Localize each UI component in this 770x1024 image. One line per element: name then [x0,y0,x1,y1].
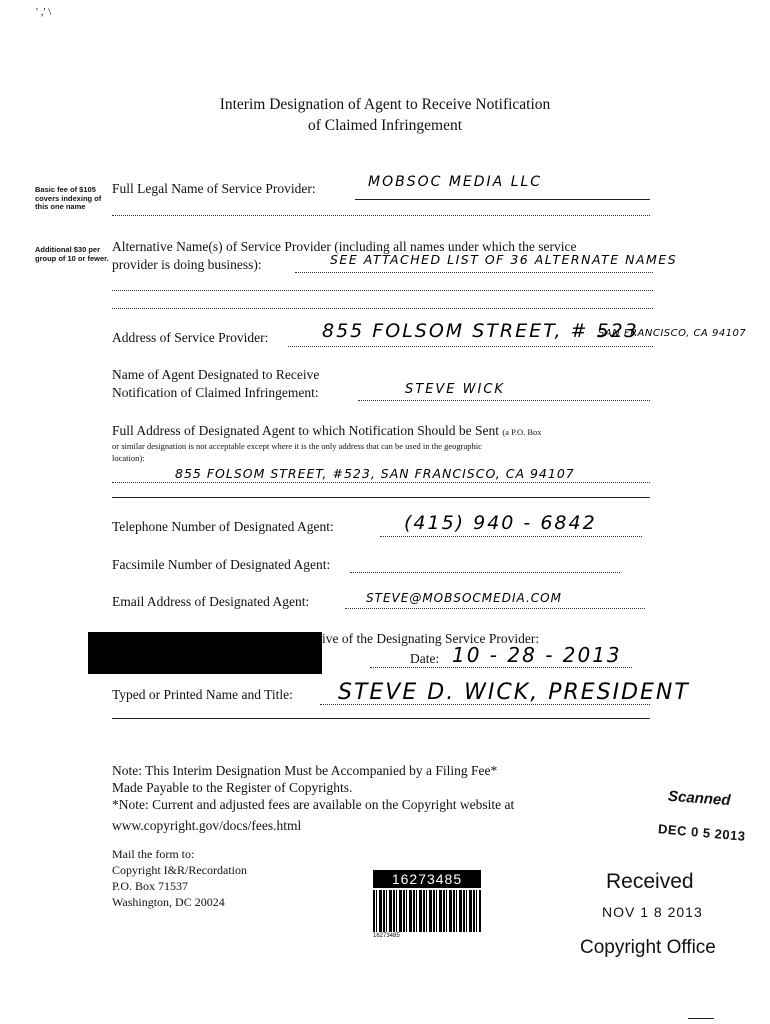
facsimile-label: Facsimile Number of Designated Agent: [112,557,331,572]
email-value: STEVE@MOBSOCMEDIA.COM [366,591,562,605]
agent-name-label-2: Notification of Claimed Infringement: [112,385,319,400]
legal-name-value: MOBSOC MEDIA LLC [368,174,543,190]
typed-name-line [320,704,650,705]
scanned-stamp: Scanned [667,787,732,810]
alt-names-label-1: Alternative Name(s) of Service Provider (including all names under which the service [112,239,577,254]
email-line [345,608,645,609]
alt-names-value: SEE ATTACHED LIST OF 36 ALTERNATE NAMES [330,252,678,267]
redacted-signature [88,632,322,674]
alt-names-line-3 [112,308,653,309]
address-label: Address of Service Provider: [112,330,269,345]
copyright-office-stamp: Copyright Office [580,937,716,958]
agent-address-line-2 [112,497,650,498]
alt-names-line-1 [295,272,653,273]
bottom-mark [688,1018,714,1019]
agent-name-line [358,400,650,401]
address-value: 855 FOLSOM STREET, # 523 [322,320,639,342]
mail-line-4: Washington, DC 20024 [112,895,225,909]
legal-name-line-2 [112,215,650,216]
agent-name-label-1: Name of Agent Designated to Receive [112,367,320,382]
agent-address-note-inline: (a P.O. Box [502,427,542,437]
alt-names-label-2: provider is doing business): [112,257,262,272]
note-line-2: Made Payable to the Register of Copyrights. [112,780,353,795]
agent-name-value: STEVE WICK [405,382,505,397]
note-line-1: Note: This Interim Designation Must be Accompanied by a Filing Fee* [112,763,498,778]
address-line [288,346,653,347]
note-line-3: *Note: Current and adjusted fees are available on the Copyright website at [112,797,515,812]
agent-address-label-text: Full Address of Designated Agent to which Notification Should be Sent [112,423,499,438]
typed-name-line-2 [112,718,650,719]
agent-address-value: 855 FOLSOM STREET, #523, SAN FRANCISCO, CA 94107 [175,466,575,481]
agent-address-note-3: location): [112,453,145,463]
title-line-2: of Claimed Infringement [307,117,463,134]
telephone-label: Telephone Number of Designated Agent: [112,519,334,534]
received-stamp: Received [606,870,694,893]
date-value: 10 - 28 - 2013 [452,643,622,667]
facsimile-line [350,572,620,573]
email-label: Email Address of Designated Agent: [112,594,310,609]
date-line [370,667,632,668]
received-date-stamp: NOV 1 8 2013 [602,904,703,920]
typed-name-value: STEVE D. WICK, PRESIDENT [338,680,690,705]
agent-address-label [112,422,542,440]
form-title [0,94,770,136]
barcode-bars [373,890,481,932]
telephone-line [380,536,642,537]
telephone-value: (415) 940 - 6842 [404,512,597,534]
title-line-1: Interim Designation of Agent to Receive Notification [219,96,551,113]
mail-line-1: Mail the form to: [112,847,195,861]
legal-name-label: Full Legal Name of Service Provider: [112,181,316,196]
scanned-date-stamp: DEC 0 5 2013 [657,821,747,844]
date-label: Date: [410,651,440,666]
barcode-caption: 16273485 [373,933,400,939]
legal-name-line [355,199,650,200]
alt-names-line-2 [112,290,653,291]
agent-address-line [112,482,650,483]
mail-line-2: Copyright I&R/Recordation [112,863,247,877]
additional-fee-note: Additional $30 per group of 10 or fewer. [35,245,109,263]
barcode-number: 16273485 [373,870,481,888]
typed-name-label: Typed or Printed Name and Title: [112,687,293,702]
agent-address-note-2: or similar designation is not acceptable except where it is the only address that can be used in the geographic [112,441,482,451]
mail-block [112,846,247,910]
basic-fee-note: Basic fee of $105 covers indexing of this one name [35,185,102,211]
note-line-4: www.copyright.gov/docs/fees.html [112,818,302,833]
signature-label-visible: ive of the Designating Service Provider: [322,631,540,646]
corner-mark: ' ,' \ [36,6,52,18]
address-city-value: SAN FRANCISCO, CA 94107 [598,328,747,339]
mail-line-3: P.O. Box 71537 [112,879,189,893]
